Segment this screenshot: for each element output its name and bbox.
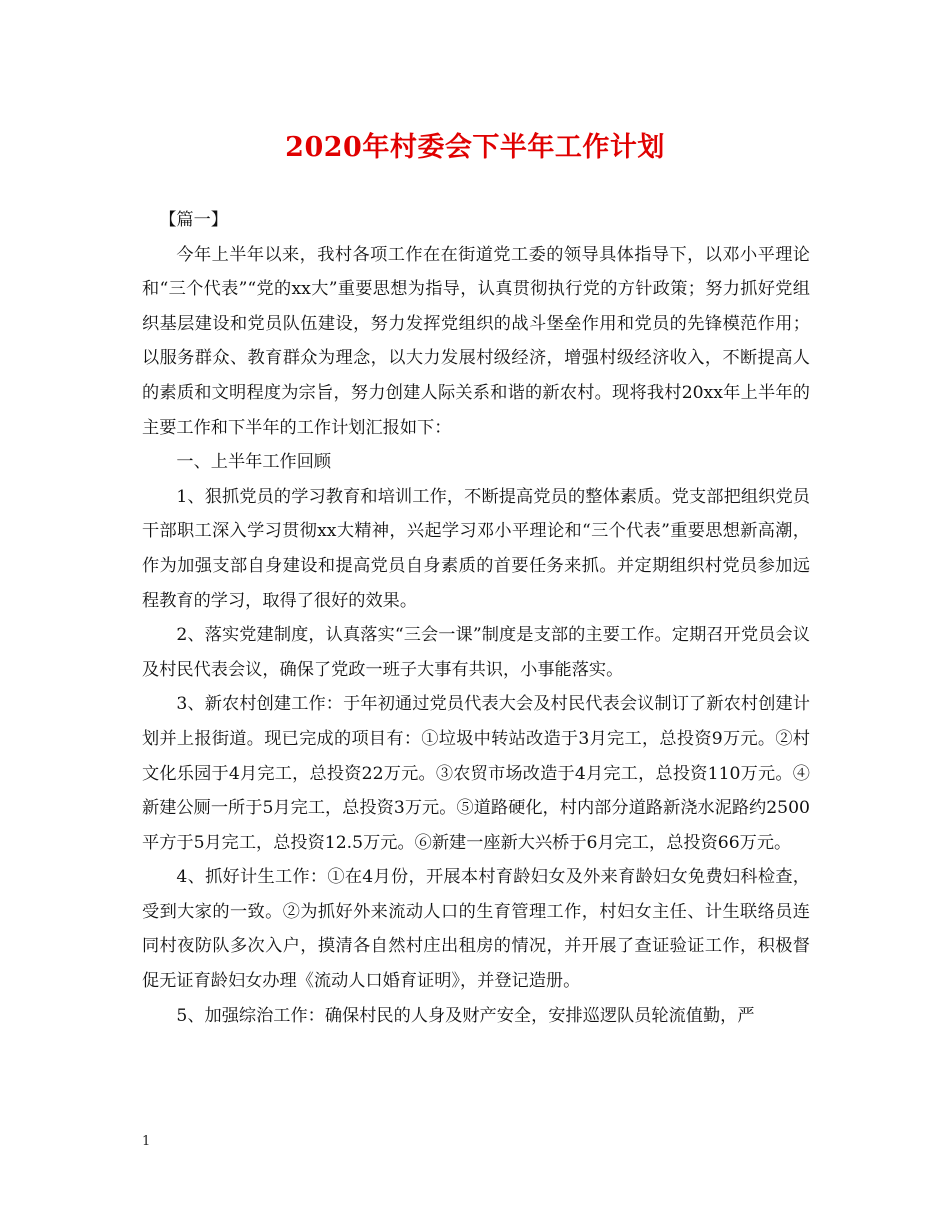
paragraph-item-1: 1、狠抓党员的学习教育和培训工作，不断提高党员的整体素质。党支部把组织党员干部职工深入学习贯彻xx大精神，兴起学习邓小平理论和“三个代表”重要思想新高潮，作为加强支部自身建设和提高党员自身素质的首要任务来抓。并定期组织村党员参加远程教育的学习，取得了很好的效果。 (142, 486, 810, 611)
paragraph-item-3: 3、新农村创建工作：于年初通过党员代表大会及村民代表会议制订了新农村创建计划并上报街道。现已完成的项目有：①垃圾中转站改造于3月完工，总投资9万元。②村文化乐园于4月完工，总投资22万元。③农贸市场改造于4月完工，总投资110万元。④新建公厕一所于5月完工，总投资3万元。⑤道路硬化，村内部分道路新浇水泥路约2500平方于5月完工，总投资12.5万元。⑥新建一座新大兴桥于6月完工，总投资66万元。 (142, 694, 810, 853)
paragraph-item-5: 5、加强综治工作：确保村民的人身及财产安全，安排巡逻队员轮流值勤，严 (176, 1005, 755, 1026)
paragraph-intro: 今年上半年以来，我村各项工作在在街道党工委的领导具体指导下，以邓小平理论和“三个代表”“党的xx大”重要思想为指导，认真贯彻执行党的方针政策；努力抓好党组织基层建设和党员队伍建设，努力发挥党组织的战斗堡垒作用和党员的先锋模范作用；以服务群众、教育群众为理念，以大力发展村级经济，增强村级经济收入，不断提高人的素质和文明程度为宗旨，努力创建人际关系和谐的新农村。现将我村20xx年上半年的主要工作和下半年的工作计划汇报如下： (142, 244, 810, 438)
document-title: 2020年村委会下半年工作计划 (285, 132, 665, 163)
section-label: 【篇一】 (159, 210, 228, 230)
paragraph-heading-review: 一、上半年工作回顾 (176, 452, 332, 473)
paragraph-item-2: 2、落实党建制度，认真落实“三会一课”制度是支部的主要工作。定期召开党员会议及村民代表会议，确保了党政一班子大事有共识，小事能落实。 (142, 625, 810, 680)
document-body (142, 203, 810, 1033)
page-number: 1 (142, 1134, 151, 1149)
paragraph-item-4: 4、抓好计生工作：①在4月份，开展本村育龄妇女及外来育龄妇女免费妇科检查，受到大家的一致。②为抓好外来流动人口的生育管理工作，村妇女主任、计生联络员连同村夜防队多次入户，摸清各自然村庄出租房的情况，并开展了查证验证工作，积极督促无证育龄妇女办理《流动人口婚育证明》，并登记造册。 (142, 867, 810, 992)
